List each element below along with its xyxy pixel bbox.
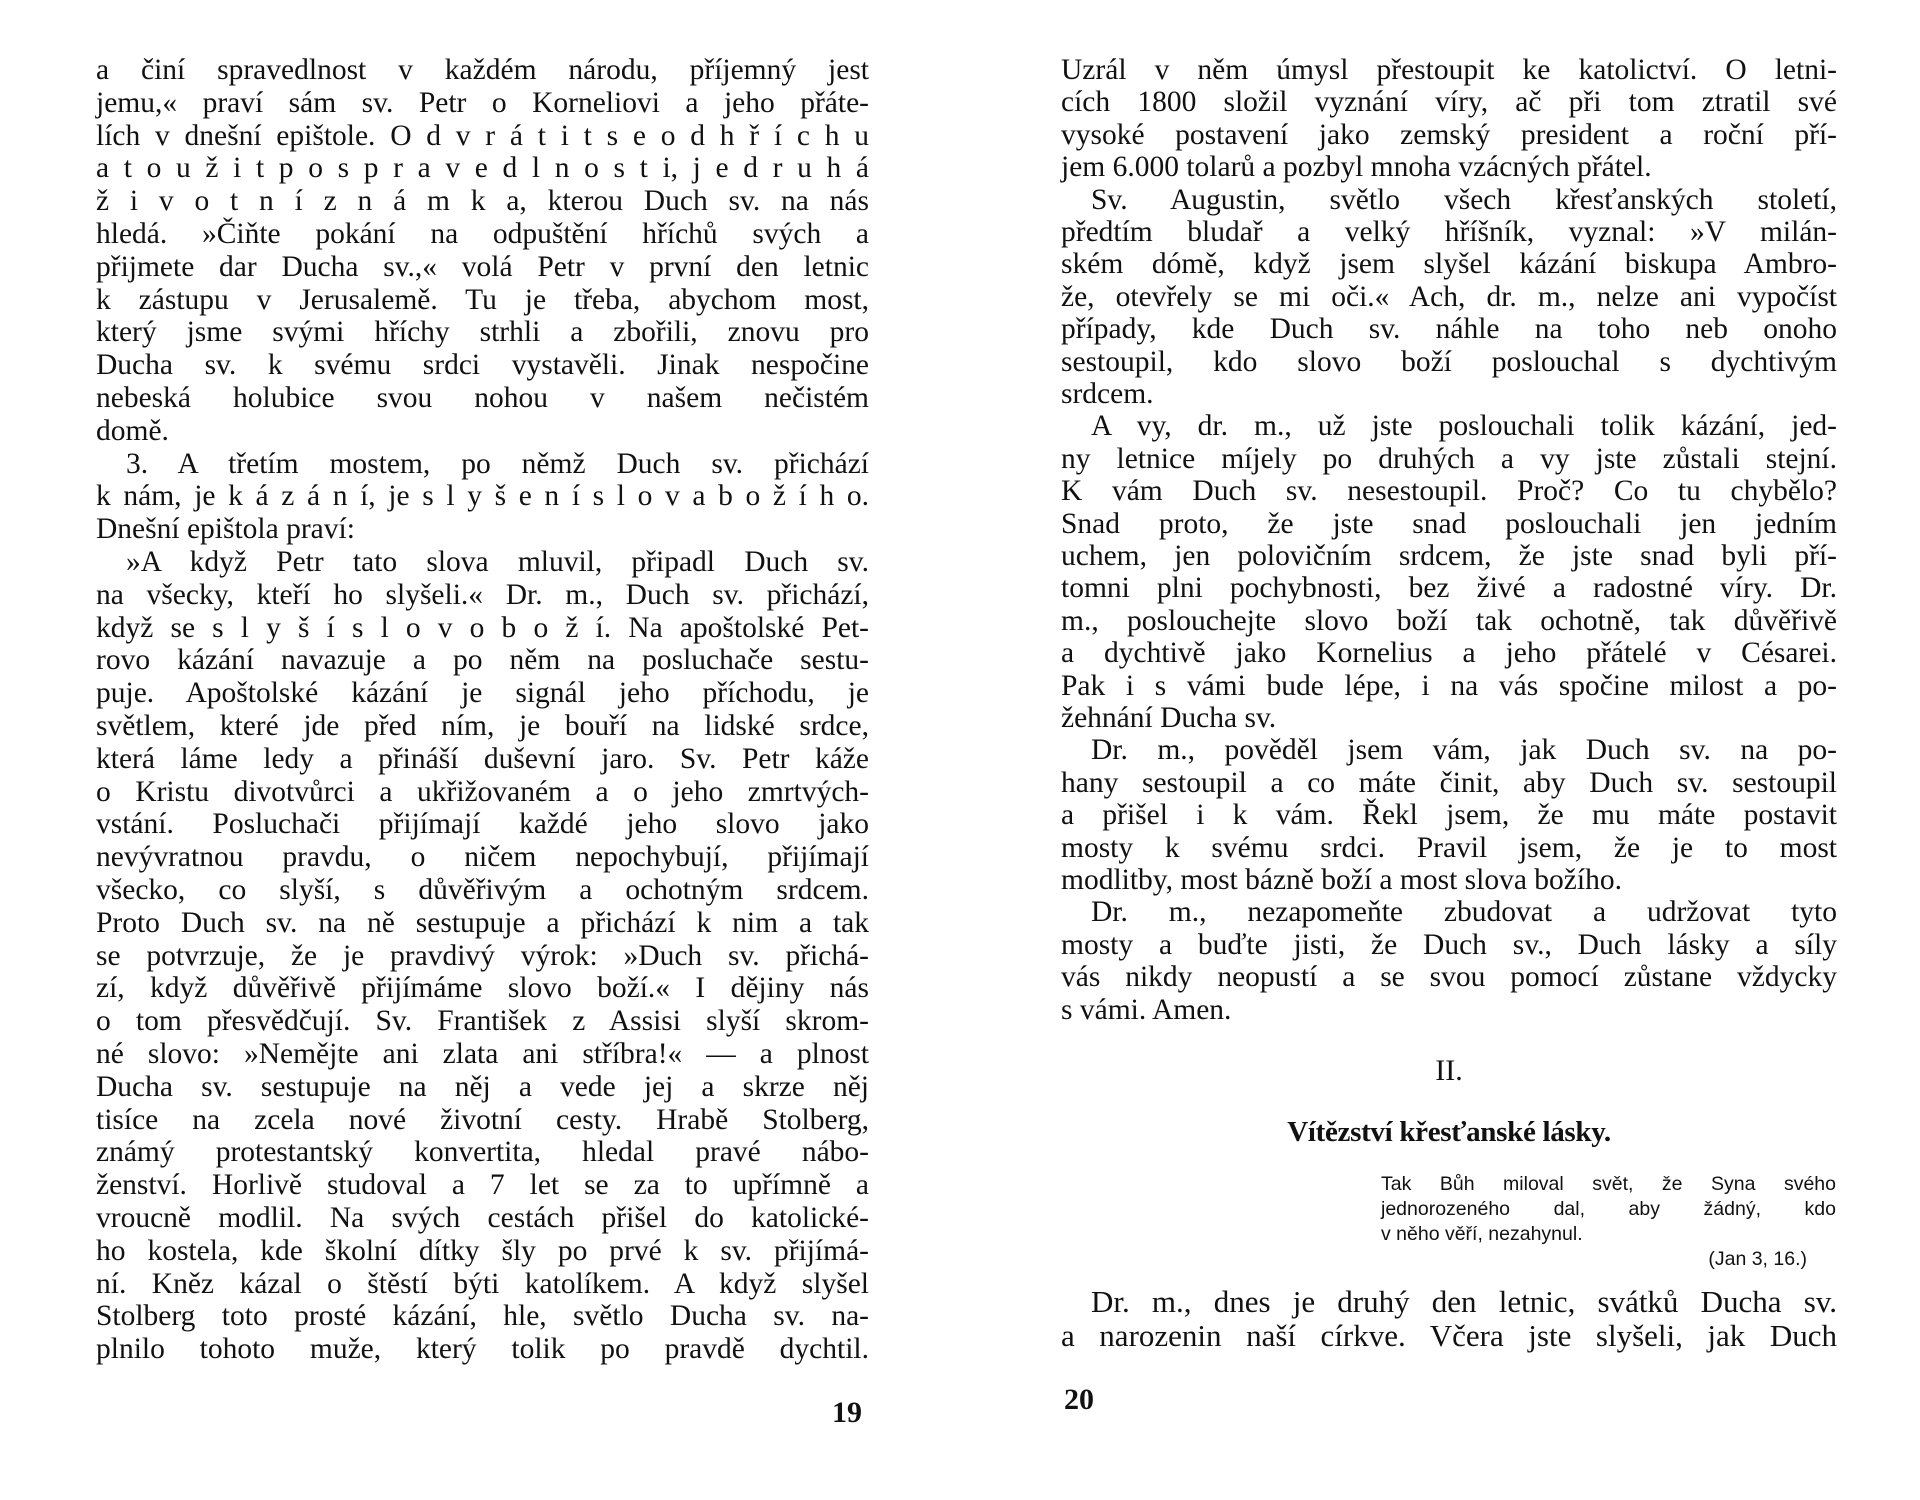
page-number-right: 20	[1064, 1383, 1094, 1416]
text-line: a činí spravedlnost v každém národu, příjemný jest	[96, 54, 869, 86]
text-line: k zástupu v Jerusalemě. Tu je třeba, abychom most,	[96, 283, 869, 316]
text-line: ženství. Horlivě studoval a 7 let se za to upřímně a	[96, 1169, 869, 1202]
text-line: a dychtivě jako Kornelius a jeho přátelé v Césarei.	[1061, 637, 1837, 670]
text-line: Sv. Augustin, světlo všech křesťanských století,	[1091, 183, 1837, 216]
text-line: sestoupil, kdo slovo boží poslouchal s dychtivým	[1061, 345, 1837, 378]
page-number-left: 19	[832, 1396, 862, 1429]
text-line: Proto Duch sv. na ně sestupuje a přichází k nim a tak	[96, 906, 869, 939]
text-line: která láme ledy a přináší duševní jaro. Sv. Petr káže	[96, 742, 869, 775]
text-line: ho kostela, kde školní dítky šly po prvé k sv. přijímá-	[96, 1234, 869, 1267]
text-line: Dr. m., nezapomeňte zbudovat a udržovat tyto	[1091, 896, 1837, 929]
text-line: s vámi. Amen.	[1061, 993, 1232, 1026]
right-page	[960, 0, 1920, 1500]
text-line: ž i v o t n í z n á m k a, kterou Duch sv. na nás	[96, 185, 869, 218]
text-line: na všecky, kteří ho slyšeli.« Dr. m., Duch sv. přichází,	[96, 578, 869, 611]
text-line: a přišel i k vám. Řekl jsem, že mu máte postavit	[1061, 799, 1837, 832]
closing-paragraph-line: Dr. m., dnes je druhý den letnic, svátků Ducha sv.	[1091, 1284, 1837, 1319]
text-line: rovo kázání navazuje a po něm na posluchače sestu-	[96, 644, 869, 677]
text-line: se potvrzuje, že je pravdivý výrok: »Duch sv. přichá-	[96, 939, 869, 972]
text-line: m., poslouchejte slovo boží tak ochotně, tak důvěřivě	[1061, 604, 1837, 637]
text-line: cích 1800 složil vyznání víry, ač při tom ztratil své	[1061, 86, 1837, 119]
text-line: 3. A třetím mostem, po němž Duch sv. přichází	[126, 447, 869, 480]
text-line: modlitby, most bázně boží a most slova božího.	[1061, 864, 1622, 896]
text-line: žehnání Ducha sv.	[1061, 702, 1277, 734]
text-line: uchem, jen polovičním srdcem, že jste snad byli pří-	[1061, 540, 1837, 572]
text-line: domě.	[96, 414, 169, 447]
text-line: mosty k svému srdci. Pravil jsem, že je to most	[1061, 831, 1837, 864]
section-number: II.	[1435, 1054, 1463, 1087]
epigraph-reference: (Jan 3, 16.)	[1708, 1248, 1807, 1270]
text-line: Uzrál v něm úmysl přestoupit ke katolictví. O letni-	[1061, 54, 1837, 86]
text-line: »A když Petr tato slova mluvil, připadl Duch sv.	[126, 546, 869, 578]
section-title: Vítězství křesťanské lásky.	[1287, 1116, 1611, 1148]
text-line: lích v dnešní epištole. O d v r á t i t s e o d h ř í c h u	[96, 119, 869, 152]
text-line: světlem, které jde před ním, je bouří na lidské srdce,	[96, 710, 869, 742]
text-line: přijmete dar Ducha sv.,« volá Petr v první den letnic	[96, 250, 869, 283]
text-line: vysoké postavení jako zemský president a roční pří-	[1061, 118, 1837, 151]
text-line: hany sestoupil a co máte činit, aby Duch sv. sestoupil	[1061, 766, 1837, 799]
text-line: k nám, je k á z á n í, je s l y š e n í s l o v a b o ž í h o.	[96, 480, 869, 513]
text-line: předtím bludař a velký hříšník, vyznal: »V milán-	[1061, 216, 1837, 248]
text-line: plnilo tohoto muže, který tolik po pravdě dychtil.	[96, 1333, 869, 1366]
text-line: Ducha sv. k svému srdci vystavěli. Jinak nespočine	[96, 349, 869, 382]
text-line: vstání. Posluchači přijímají každé jeho slovo jako	[96, 808, 869, 841]
text-line: Ducha sv. sestupuje na něj a vede jej a skrze něj	[96, 1070, 869, 1103]
text-line: nebeská holubice svou nohou v našem nečistém	[96, 382, 869, 414]
text-line: tomni plni pochybnosti, bez živé a radostné víry. Dr.	[1061, 572, 1837, 605]
text-line: nevývratnou pravdu, o ničem nepochybují, přijímají	[96, 841, 869, 874]
text-line: že, otevřely se mi oči.« Ach, dr. m., nelze ani vypočíst	[1061, 280, 1837, 313]
text-line: který jsme svými hříchy strhli a zbořili, znovu pro	[96, 316, 869, 349]
text-line: K vám Duch sv. nesestoupil. Proč? Co tu chybělo?	[1061, 475, 1837, 508]
text-line: zí, když důvěřivě přijímáme slovo boží.« I dějiny nás	[96, 972, 869, 1005]
epigraph-line: v něho věří, nezahynul.	[1381, 1223, 1583, 1245]
text-line: vroucně modlil. Na svých cestách přišel do katolické-	[96, 1202, 869, 1234]
text-line: když se s l y š í s l o v o b o ž í. Na apoštolské Pet-	[96, 611, 869, 644]
text-line: srdcem.	[1061, 378, 1154, 410]
closing-paragraph-line: a narozenin naší církve. Včera jste slyšeli, jak Duch	[1061, 1318, 1837, 1353]
text-line: a t o u ž i t p o s p r a v e d l n o s t i, j e d r u h á	[96, 152, 869, 185]
epigraph-line: jednorozeného dal, aby žádný, kdo	[1381, 1198, 1836, 1220]
text-line: ny letnice míjely po druhých a vy jste zůstali stejní.	[1061, 442, 1837, 475]
text-line: vás nikdy neopustí a se svou pomocí zůstane vždycky	[1061, 961, 1837, 994]
text-line: mosty a buďte jisti, že Duch sv., Duch lásky a síly	[1061, 928, 1837, 961]
text-line: Dr. m., pověděl jsem vám, jak Duch sv. na po-	[1091, 734, 1837, 767]
text-line: jemu,« praví sám sv. Petr o Korneliovi a jeho přáte-	[96, 86, 869, 119]
text-line: Stolberg toto prosté kázání, hle, světlo Ducha sv. na-	[96, 1300, 869, 1333]
text-line: Snad proto, že jste snad poslouchali jen jedním	[1061, 507, 1837, 540]
text-line: případy, kde Duch sv. náhle na toho neb onoho	[1061, 313, 1837, 346]
text-line: známý protestantský konvertita, hledal pravé nábo-	[96, 1136, 869, 1169]
text-line: o Kristu divotvůrci a ukřižovaném a o jeho zmrtvých-	[96, 775, 869, 808]
text-line: o tom přesvědčují. Sv. František z Assisi slyší skrom-	[96, 1005, 869, 1038]
text-line: Pak i s vámi bude lépe, i na vás spočine milost a po-	[1061, 669, 1837, 702]
text-line: A vy, dr. m., už jste poslouchali tolik kázání, jed-	[1091, 410, 1837, 443]
text-line: puje. Apoštolské kázání je signál jeho příchodu, je	[96, 677, 869, 710]
text-line: tisíce na zcela nové životní cesty. Hrabě Stolberg,	[96, 1103, 869, 1136]
text-line: všecko, co slyší, s důvěřivým a ochotným srdcem.	[96, 874, 869, 906]
text-line: ském dómě, když jsem slyšel kázání biskupa Ambro-	[1061, 248, 1837, 281]
text-line: hledá. »Čiňte pokání na odpuštění hříchů svých a	[96, 218, 869, 250]
text-line: Dnešní epištola praví:	[96, 513, 355, 546]
text-line: ní. Kněz kázal o štěstí býti katolíkem. A když slyšel	[96, 1267, 869, 1300]
text-line: jem 6.000 tolarů a pozbyl mnoha vzácných přátel.	[1061, 151, 1652, 184]
text-line: né slovo: »Nemějte ani zlata ani stříbra!« — a plnost	[96, 1038, 869, 1070]
epigraph-line: Tak Bůh miloval svět, že Syna svého	[1381, 1173, 1836, 1195]
